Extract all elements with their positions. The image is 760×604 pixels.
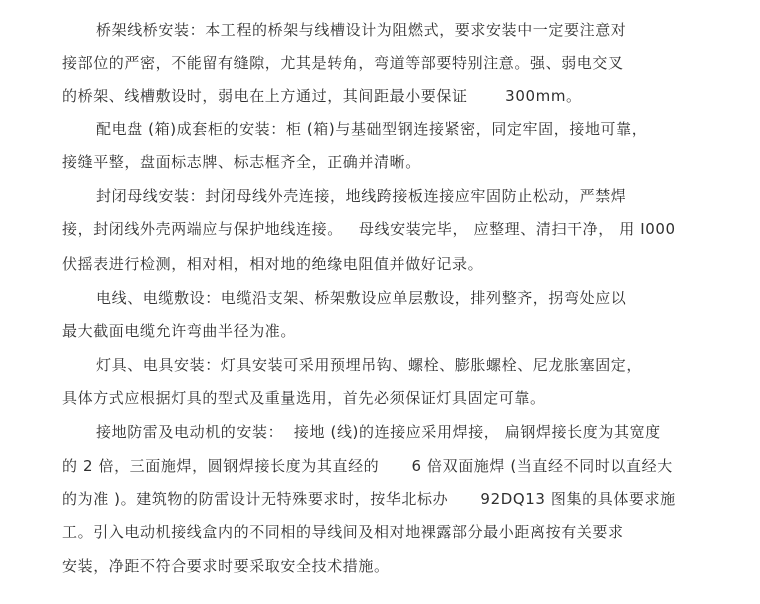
paragraph-cable-tray-line-3: 的桥架、线槽敷设时，弱电在上方通过，其间距最小要保证 300mm。 (62, 87, 582, 105)
paragraph-cable-tray-line-1: 桥架线桥安装：本工程的桥架与线槽设计为阻燃式，要求安装中一定要注意对 (96, 21, 627, 39)
paragraph-grounding-line-2: 的 2 倍，三面施焊，圆钢焊接长度为其直经的 6 倍双面施焊 (当直经不同时以直经大 (62, 457, 673, 475)
paragraph-distribution-board-line-1: 配电盘 (箱)成套柜的安装：柜 (箱)与基础型钢连接紧密，同定牢固，接地可靠， (96, 120, 648, 138)
paragraph-cable-tray-line-2: 接部位的严密，不能留有缝隙，尤其是转角，弯道等部要特别注意。强、弱电交叉 (62, 54, 624, 72)
paragraph-distribution-board-line-2: 接缝平整，盘面标志牌、标志框齐全，正确并清晰。 (62, 153, 421, 171)
paragraph-busbar-line-1: 封闭母线安装：封闭母线外壳连接，地线跨接板连接应牢固防止松动，严禁焊 (96, 187, 627, 205)
paragraph-grounding-line-1: 接地防雷及电动机的安装： 接地 (线)的连接应采用焊接， 扁钢焊接长度为其宽度 (96, 423, 661, 441)
paragraph-busbar-line-3: 伏摇表进行检测，相对相，相对地的绝缘电阻值并做好记录。 (62, 255, 484, 273)
paragraph-lighting-line-2: 具体方式应根据灯具的型式及重量选用，首先必须保证灯具固定可靠。 (62, 389, 546, 407)
paragraph-cable-laying-line-2: 最大截面电缆允许弯曲半径为准。 (62, 322, 297, 340)
paragraph-busbar-line-2: 接，封闭线外壳两端应与保护地线连接。 母线安装完毕， 应整理、清扫干净， 用 I000 (62, 220, 676, 238)
paragraph-grounding-line-3: 的为准 )。建筑物的防雷设计无特殊要求时，按华北标办 92DQ13 图集的具体要求施 (62, 490, 676, 508)
paragraph-cable-laying-line-1: 电线、电缆敷设：电缆沿支架、桥架敷设应单层敷设，排列整齐，拐弯处应以 (96, 289, 627, 307)
paragraph-grounding-line-4: 工。引入电动机接线盒内的不同相的导线间及相对地裸露部分最小距离按有关要求 (62, 523, 624, 541)
paragraph-lighting-line-1: 灯具、电具安装：灯具安装可采用预埋吊钩、螺栓、膨胀螺栓、尼龙胀塞固定， (96, 356, 643, 374)
paragraph-grounding-line-5: 安装，净距不符合要求时要采取安全技术措施。 (62, 557, 390, 575)
